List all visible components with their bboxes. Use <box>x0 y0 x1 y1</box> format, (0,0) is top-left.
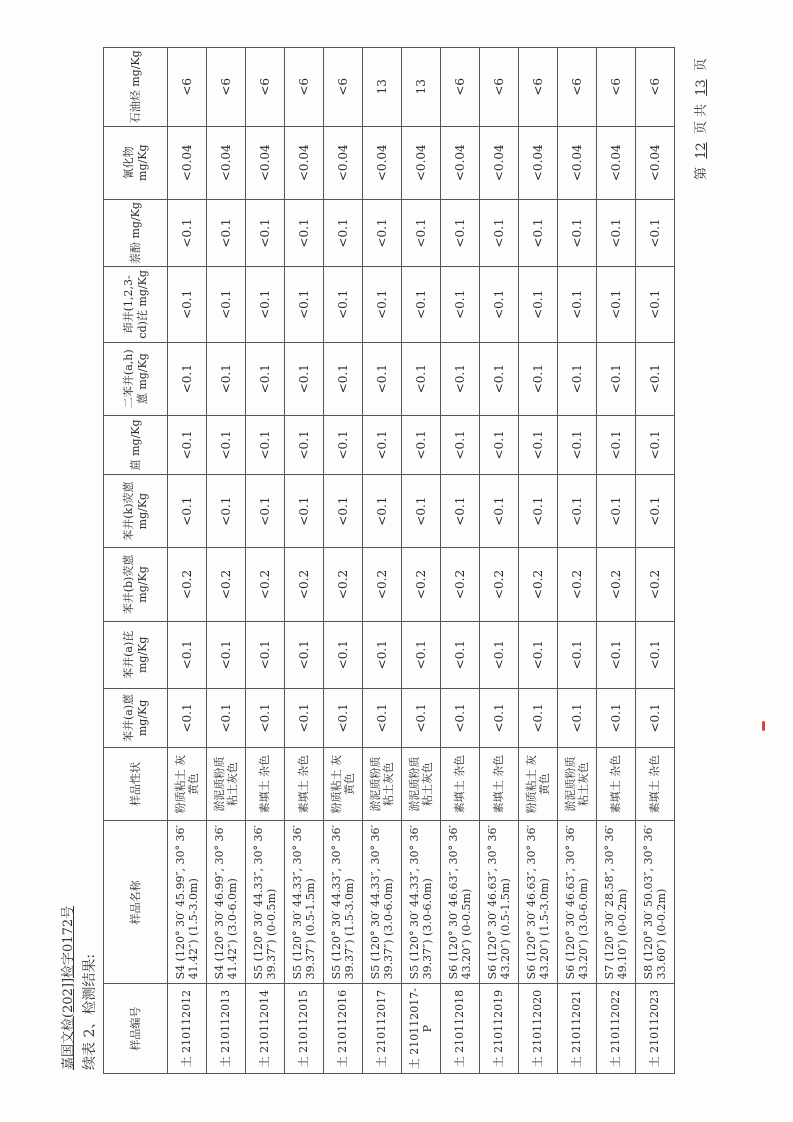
sample-property-cell: 素填土 杂色 <box>636 747 675 820</box>
sample-id-cell: 土 210112023 <box>636 984 675 1074</box>
sample-id-cell: 土 210112021 <box>558 984 597 1074</box>
result-value-cell: <6 <box>480 48 519 127</box>
result-value-cell: <0.1 <box>519 474 558 547</box>
result-value-cell: <0.1 <box>207 621 246 688</box>
sample-id-cell: 土 210112018 <box>441 984 480 1074</box>
table-row <box>168 48 207 1074</box>
result-value-cell: <0.04 <box>636 126 675 199</box>
result-value-cell: <0.1 <box>363 688 402 747</box>
result-value-cell: <0.1 <box>636 342 675 415</box>
result-value-cell: <0.04 <box>285 126 324 199</box>
result-value-cell: <6 <box>558 48 597 127</box>
result-value-cell: <0.2 <box>636 548 675 621</box>
sample-property-cell: 素填土 杂色 <box>480 747 519 820</box>
sample-id-cell: 土 210112015 <box>285 984 324 1074</box>
result-value-cell: <0.1 <box>402 199 441 266</box>
sample-name-cell: S5 (120° 30′ 44.33″, 30° 36′ 39.37″) (0.5-1.5m) <box>285 821 324 984</box>
result-value-cell: <0.1 <box>168 688 207 747</box>
result-value-cell: <0.1 <box>597 199 636 266</box>
result-value-cell: <0.1 <box>363 199 402 266</box>
result-value-cell: <0.1 <box>480 415 519 474</box>
result-value-cell: <0.1 <box>519 199 558 266</box>
section-title: 续表 2、检测结果: <box>82 953 98 1070</box>
result-value-cell: <0.1 <box>402 474 441 547</box>
result-value-cell: <0.1 <box>636 474 675 547</box>
result-value-cell: <6 <box>519 48 558 127</box>
result-value-cell: <0.1 <box>519 621 558 688</box>
sample-name-cell: S6 (120° 30′ 46.63″, 30° 36′ 43.20″) (0-0.5m) <box>441 821 480 984</box>
result-value-cell: <0.1 <box>558 688 597 747</box>
result-value-cell: <0.04 <box>207 126 246 199</box>
table-row <box>246 48 285 1074</box>
sample-property-cell: 粉质粘土 灰黄色 <box>324 747 363 820</box>
result-value-cell: <0.2 <box>285 548 324 621</box>
result-value-cell: <0.2 <box>480 548 519 621</box>
sample-name-cell: S6 (120° 30′ 46.63″, 30° 36′ 43.20″) (3.0-6.0m) <box>558 821 597 984</box>
sample-id-cell: 土 210112012 <box>168 984 207 1074</box>
result-value-cell: <0.1 <box>285 342 324 415</box>
result-value-cell: <0.1 <box>480 342 519 415</box>
result-value-cell: <0.1 <box>480 199 519 266</box>
result-value-cell: <0.1 <box>168 474 207 547</box>
result-value-cell: <0.1 <box>636 415 675 474</box>
result-value-cell: <0.1 <box>285 474 324 547</box>
result-value-cell: <0.1 <box>246 621 285 688</box>
sample-name-cell: S5 (120° 30′ 44.33″, 30° 36′ 39.37″) (3.0-6.0m) <box>402 821 441 984</box>
table-row <box>558 48 597 1074</box>
result-value-cell: <0.2 <box>168 548 207 621</box>
result-value-cell: <0.04 <box>441 126 480 199</box>
result-value-cell: <0.1 <box>558 474 597 547</box>
result-value-cell: <0.1 <box>285 199 324 266</box>
sample-property-cell: 粉质粘土 灰黄色 <box>168 747 207 820</box>
result-value-cell: <0.1 <box>207 342 246 415</box>
result-value-cell: <0.1 <box>363 267 402 342</box>
result-value-cell: <0.1 <box>558 415 597 474</box>
result-value-cell: <0.1 <box>558 267 597 342</box>
column-header: 苯并(k)荧蒽 mg/Kg <box>104 474 168 547</box>
result-value-cell: <0.1 <box>285 415 324 474</box>
result-value-cell: <6 <box>597 48 636 127</box>
result-value-cell: <0.1 <box>363 474 402 547</box>
result-value-cell: <0.1 <box>246 688 285 747</box>
column-header: 苯并(b)荧蒽 mg/Kg <box>104 548 168 621</box>
result-value-cell: <0.1 <box>402 415 441 474</box>
sample-id-cell: 土 210112019 <box>480 984 519 1074</box>
result-value-cell: <6 <box>441 48 480 127</box>
table-row <box>441 48 480 1074</box>
table-row <box>363 48 402 1074</box>
sample-property-cell: 素填土 杂色 <box>285 747 324 820</box>
result-value-cell: <0.1 <box>324 621 363 688</box>
column-header: 样品名称 <box>104 821 168 984</box>
result-value-cell: <0.1 <box>207 267 246 342</box>
result-value-cell: <0.2 <box>597 548 636 621</box>
result-value-cell: <0.1 <box>363 342 402 415</box>
result-value-cell: <0.1 <box>168 267 207 342</box>
result-value-cell: <0.1 <box>558 342 597 415</box>
result-value-cell: <0.1 <box>519 688 558 747</box>
sample-name-cell: S7 (120° 30′ 28.58″, 30° 36′ 49.10″) (0-0.2m) <box>597 821 636 984</box>
result-value-cell: <0.1 <box>324 688 363 747</box>
result-value-cell: 13 <box>402 48 441 127</box>
page-current: 12 <box>694 142 709 159</box>
result-value-cell: <0.1 <box>519 415 558 474</box>
result-value-cell: <0.2 <box>558 548 597 621</box>
result-value-cell: <0.1 <box>246 415 285 474</box>
result-value-cell: <0.1 <box>519 267 558 342</box>
result-value-cell: <0.1 <box>597 267 636 342</box>
result-value-cell: <0.1 <box>636 688 675 747</box>
result-value-cell: <0.2 <box>324 548 363 621</box>
result-value-cell: <6 <box>168 48 207 127</box>
result-value-cell: <0.1 <box>636 267 675 342</box>
sample-property-cell: 粉质粘土 灰黄色 <box>519 747 558 820</box>
result-value-cell: <0.1 <box>480 474 519 547</box>
page-suffix: 页 <box>694 58 709 72</box>
sample-property-cell: 淤泥质粉质 粘土灰色 <box>402 747 441 820</box>
result-value-cell: <0.1 <box>168 199 207 266</box>
column-header: 氰化物 mg/Kg <box>104 126 168 199</box>
result-value-cell: <0.1 <box>480 688 519 747</box>
result-value-cell: <0.1 <box>402 688 441 747</box>
page-indicator <box>690 56 709 182</box>
result-value-cell: <0.1 <box>597 474 636 547</box>
result-value-cell: <0.1 <box>480 621 519 688</box>
result-value-cell: <0.1 <box>246 342 285 415</box>
result-value-cell: <0.1 <box>285 621 324 688</box>
sample-property-cell: 素填土 杂色 <box>597 747 636 820</box>
table-row <box>402 48 441 1074</box>
column-header: 石油烃 mg/Kg <box>104 48 168 127</box>
result-value-cell: <6 <box>285 48 324 127</box>
result-value-cell: 13 <box>363 48 402 127</box>
result-value-cell: <0.2 <box>363 548 402 621</box>
sample-id-cell: 土 210112013 <box>207 984 246 1074</box>
result-value-cell: <0.1 <box>324 474 363 547</box>
result-value-cell: <0.1 <box>402 342 441 415</box>
result-value-cell: <0.1 <box>402 621 441 688</box>
result-value-cell: <0.04 <box>363 126 402 199</box>
column-header: 茚并(1,2,3-cd)芘 mg/Kg <box>104 267 168 342</box>
result-value-cell: <0.04 <box>246 126 285 199</box>
column-header: 苯并(a)蒽 mg/Kg <box>104 688 168 747</box>
result-value-cell: <6 <box>207 48 246 127</box>
result-value-cell: <0.1 <box>285 267 324 342</box>
result-value-cell: <0.1 <box>168 342 207 415</box>
result-value-cell: <0.04 <box>402 126 441 199</box>
result-value-cell: <0.1 <box>558 621 597 688</box>
table-header-row <box>104 48 168 1074</box>
result-value-cell: <0.1 <box>441 415 480 474</box>
result-value-cell: <0.1 <box>246 474 285 547</box>
sample-id-cell: 土 210112016 <box>324 984 363 1074</box>
result-value-cell: <0.2 <box>402 548 441 621</box>
result-value-cell: <0.1 <box>207 688 246 747</box>
result-value-cell: <0.04 <box>519 126 558 199</box>
red-ink-mark <box>762 721 765 731</box>
column-header: 二苯并(a,h)蒽 mg/Kg <box>104 342 168 415</box>
result-value-cell: <0.1 <box>207 474 246 547</box>
table-row <box>636 48 675 1074</box>
result-value-cell: <0.1 <box>246 267 285 342</box>
result-value-cell: <0.1 <box>168 415 207 474</box>
sample-property-cell: 素填土 杂色 <box>246 747 285 820</box>
sample-name-cell: S5 (120° 30′ 44.33″, 30° 36′ 39.37″) (0-0.5m) <box>246 821 285 984</box>
result-value-cell: <0.1 <box>363 415 402 474</box>
result-value-cell: <0.1 <box>597 621 636 688</box>
result-value-cell: <0.1 <box>519 342 558 415</box>
result-value-cell: <0.1 <box>324 342 363 415</box>
column-header: 苯并(a)芘 mg/Kg <box>104 621 168 688</box>
column-header: 萘酚 mg/Kg <box>104 199 168 266</box>
result-value-cell: <0.1 <box>441 199 480 266</box>
result-value-cell: <0.1 <box>441 688 480 747</box>
sample-id-cell: 土 210112022 <box>597 984 636 1074</box>
table-row <box>285 48 324 1074</box>
result-value-cell: <0.1 <box>363 621 402 688</box>
result-value-cell: <0.1 <box>441 342 480 415</box>
sample-name-cell: S5 (120° 30′ 44.33″, 30° 36′ 39.37″) (3.0-6.0m) <box>363 821 402 984</box>
sample-id-cell: 土 210112017 <box>363 984 402 1074</box>
table-row <box>597 48 636 1074</box>
table-row <box>207 48 246 1074</box>
result-value-cell: <0.1 <box>168 621 207 688</box>
result-value-cell: <0.1 <box>636 621 675 688</box>
result-value-cell: <0.1 <box>324 415 363 474</box>
sample-property-cell: 淤泥质粉质 粘土灰色 <box>558 747 597 820</box>
table-row <box>480 48 519 1074</box>
result-value-cell: <0.1 <box>441 267 480 342</box>
result-value-cell: <6 <box>636 48 675 127</box>
sample-property-cell: 淤泥质粉质 粘土灰色 <box>207 747 246 820</box>
result-value-cell: <0.1 <box>324 267 363 342</box>
result-value-cell: <0.1 <box>207 199 246 266</box>
result-value-cell: <0.1 <box>207 415 246 474</box>
sample-id-cell: 土 210112014 <box>246 984 285 1074</box>
result-value-cell: <0.04 <box>597 126 636 199</box>
result-value-cell: <0.1 <box>285 688 324 747</box>
page-mid: 页 共 <box>694 104 709 135</box>
sample-property-cell: 淤泥质粉质 粘土灰色 <box>363 747 402 820</box>
result-value-cell: <6 <box>246 48 285 127</box>
page-prefix: 第 <box>694 166 709 180</box>
result-value-cell: <0.1 <box>246 199 285 266</box>
sample-name-cell: S4 (120° 30′ 45.99″, 30° 36′ 41.42″) (1.5-3.0m) <box>168 821 207 984</box>
result-value-cell: <0.1 <box>597 688 636 747</box>
report-number: 嘉国文检(202]]检字0172号 <box>61 905 76 1070</box>
result-value-cell: <0.2 <box>441 548 480 621</box>
sample-name-cell: S5 (120° 30′ 44.33″, 30° 36′ 39.37″) (1.5-3.0m) <box>324 821 363 984</box>
result-value-cell: <0.04 <box>480 126 519 199</box>
result-value-cell: <0.2 <box>246 548 285 621</box>
page-total: 13 <box>694 79 709 96</box>
result-value-cell: <0.1 <box>597 415 636 474</box>
result-value-cell: <0.1 <box>636 199 675 266</box>
table-row <box>324 48 363 1074</box>
column-header: 䓛 mg/Kg <box>104 415 168 474</box>
column-header: 样品性状 <box>104 747 168 820</box>
sample-property-cell: 素填土 杂色 <box>441 747 480 820</box>
result-value-cell: <0.1 <box>402 267 441 342</box>
result-value-cell: <0.1 <box>480 267 519 342</box>
result-value-cell: <0.1 <box>324 199 363 266</box>
sample-id-cell: 土 210112017-P <box>402 984 441 1074</box>
result-value-cell: <0.1 <box>558 199 597 266</box>
results-table <box>103 47 675 1074</box>
result-value-cell: <0.1 <box>441 474 480 547</box>
result-value-cell: <0.04 <box>558 126 597 199</box>
sample-name-cell: S4 (120° 30′ 46.99″, 30° 36′ 41.42″) (3.0-6.0m) <box>207 821 246 984</box>
result-value-cell: <0.1 <box>597 342 636 415</box>
table-row <box>519 48 558 1074</box>
sample-id-cell: 土 210112020 <box>519 984 558 1074</box>
result-value-cell: <0.04 <box>324 126 363 199</box>
result-value-cell: <6 <box>324 48 363 127</box>
result-value-cell: <0.2 <box>207 548 246 621</box>
sample-name-cell: S8 (120° 30′ 50.03″, 30° 36′ 33.60″) (0-0.2m) <box>636 821 675 984</box>
result-value-cell: <0.04 <box>168 126 207 199</box>
sample-name-cell: S6 (120° 30′ 46.63″, 30° 36′ 43.20″) (0.5-1.5m) <box>480 821 519 984</box>
result-value-cell: <0.2 <box>519 548 558 621</box>
result-value-cell: <0.1 <box>441 621 480 688</box>
column-header: 样品编号 <box>104 984 168 1074</box>
sample-name-cell: S6 (120° 30′ 46.63″, 30° 36′ 43.20″) (1.5-3.0m) <box>519 821 558 984</box>
